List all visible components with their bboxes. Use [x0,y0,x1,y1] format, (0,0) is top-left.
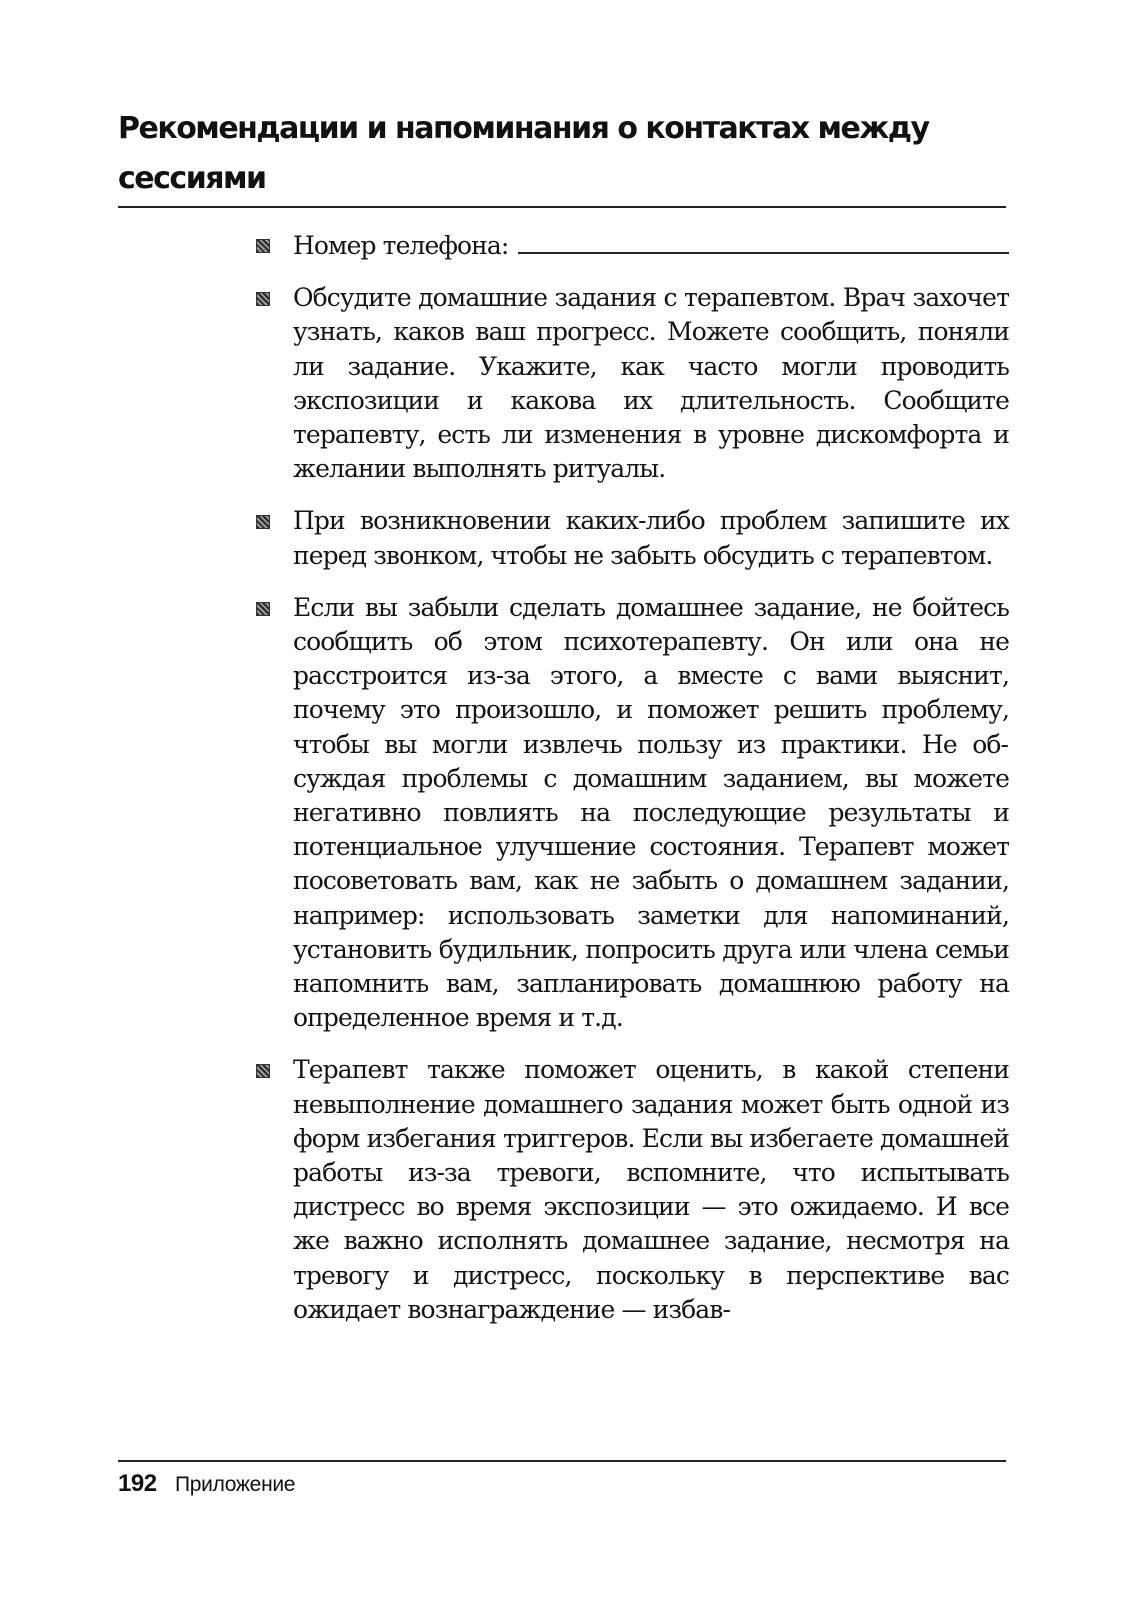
square-bullet-icon [256,515,270,529]
square-bullet-icon [256,1064,270,1078]
phone-number-blank [518,228,1009,254]
recommendation-list [293,228,1009,1345]
list-item-forgot-homework [293,591,1009,1036]
footer-divider [118,1460,1006,1462]
page-heading-line-2: сессиями [118,161,266,196]
running-title: Приложение [175,1473,296,1496]
list-item-text: Терапевт также поможет оценить, в какой степени невыполнение домашнего задания может быть одной из форм избегания триггеров. Если вы избегаете домашней работы из-за тревоги, вспомните, что испытывать дистресс во время экспозиции — это ожидаемо. И все же важно исполнять домашнее задание, несмотря на тревогу и дистресс, поскольку в перспективе вас ожидает вознаграждение — избав- [293,1055,1009,1324]
square-bullet-icon [256,239,270,253]
list-item-text: При возникновении каких-либо проблем запишите их перед звонком, чтобы не забыть обсудить с терапевтом. [293,506,1009,570]
page-footer [118,1470,295,1498]
page-heading-line-1: Рекомендации и напоминания о контактах между [118,111,929,146]
list-item-text: Обсудите домашние задания с терапевтом. Врач захочет узнать, каков ваш прогресс. Можете сообщить, поняли ли задание. Укажите, как часто могли проводить экспозиции и какова их длительность. Сообщите терапевту, есть ли изменения в уровне дискомфорта и желании выполнять ритуалы. [293,283,1009,484]
phone-row [293,228,1009,263]
list-item-text: Если вы забыли сделать домашнее задание, не бойтесь сообщить об этом психотерапевту. Он или она не расстроится из-за этого, а вместе с вами выяснит, почему это произошло, и поможет решить проблему, чтобы вы могли извлечь пользу из практики. Не обсуждая проблемы с домашним заданием, вы можете негативно повлиять на последующие результаты и потенциальное улучшение состояния. Терапевт может посоветовать вам, как не забыть о домашнем задании, например: использовать заметки для напоминаний, установить будильник, попросить друга или члена семьи напомнить вам, запланировать домашнюю работу на определенное время и т.д. [293,592,1009,1033]
page-heading [118,104,998,204]
square-bullet-icon [256,292,270,306]
list-item-phone [293,228,1009,263]
list-item-discuss-homework [293,281,1009,486]
list-item-avoidance [293,1053,1009,1327]
square-bullet-icon [256,602,270,616]
phone-label: Номер телефона: [293,231,509,260]
page-number: 192 [118,1470,157,1497]
list-item-write-problems [293,504,1009,572]
heading-divider [118,206,1006,208]
